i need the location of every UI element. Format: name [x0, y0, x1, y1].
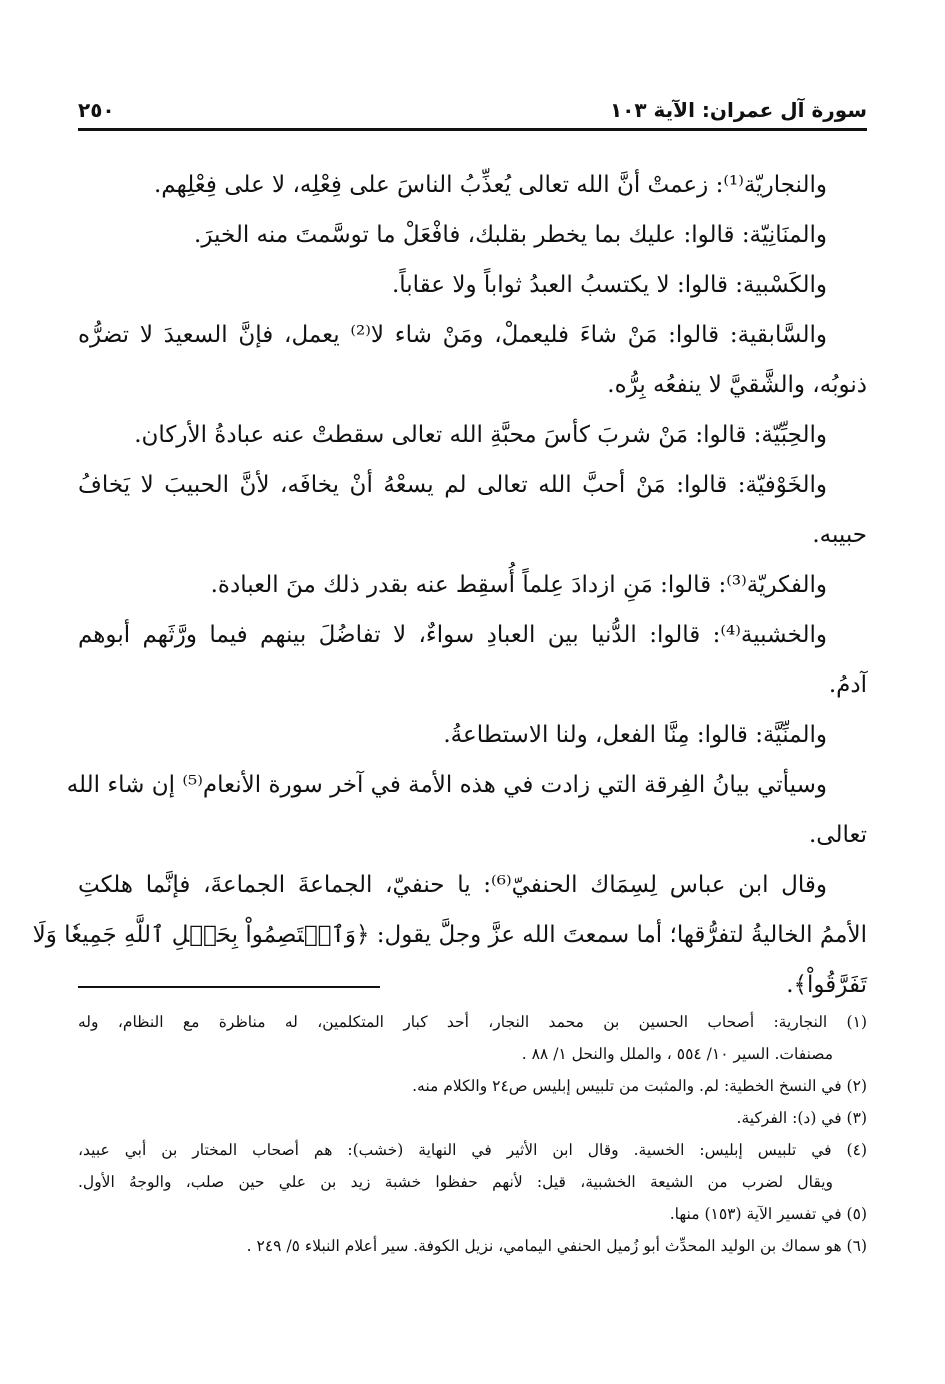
main-text	[32, 160, 867, 1010]
text-line: والمنَانِيّة: قالوا: عليك بما يخطر بقلبك، فافْعَلْ ما توسَّمتَ منه الخيرَ.	[194, 222, 827, 248]
text-line: وسيأتي بيانُ الفِرقة التي زادت في هذه الأمة في آخر سورة الأنعام⁽⁵⁾ إن شاء الله	[66, 772, 827, 798]
text-line: ذنوبُه، والشَّقيَّ لا ينفعُه بِرُّه.	[607, 372, 867, 398]
header-rule	[78, 128, 867, 131]
text-line: والحِبِّيّة: قالوا: مَنْ شربَ كأسَ محبَّةِ الله تعالى سقطتْ عنه عبادةُ الأركان.	[134, 422, 827, 448]
footnote-line: (٤) في تلبيس إبليس: الخسية. وقال ابن الأثير في النهاية (خشب): هم أصحاب المختار بن أبي عبيد،	[78, 1141, 867, 1159]
text-line: والنجاريّة⁽¹⁾: زعمتْ أنَّ الله تعالى يُعذِّبُ الناسَ على فِعْلِه، لا على فِعْلِهم.	[153, 172, 827, 198]
running-title: سورة آل عمران: الآية ١٠٣	[609, 98, 867, 122]
text-line: والكَسْبية: قالوا: لا يكتسبُ العبدُ ثواباً ولا عقاباً.	[391, 272, 827, 298]
footnote-line: ويقال لضرب من الشيعة الخشبية، قيل: لأنهم حفظوا خشبة زيد بن علي حين صلب، والوجهُ الأول.	[78, 1173, 833, 1191]
text-line: وقال ابن عباس لِسِمَاك الحنفيّ⁽⁶⁾: يا حنفيّ، الجماعةَ الجماعةَ، فإنَّما هلكتِ	[78, 872, 827, 898]
text-line: والمنِّيَّة: قالوا: مِنَّا الفعل، ولنا الاستطاعةُ.	[443, 722, 827, 748]
text-line: والفكريّة⁽³⁾: قالوا: مَنِ ازدادَ عِلماً أُسقِط عنه بقدر ذلك منَ العبادة.	[210, 572, 827, 598]
footnote-line: (١) النجارية: أصحاب الحسين بن محمد النجار، أحد كبار المتكلمين، له مناظرة مع النظام، وله	[78, 1013, 867, 1031]
page-number: ٢٥٠	[78, 98, 115, 122]
text-line: حبيبه.	[812, 522, 867, 548]
footnote-line: (٣) في (د): الفركية.	[736, 1109, 867, 1127]
text-line: والخَوْفيّة: قالوا: مَنْ أحبَّ الله تعالى لم يسعْهُ أنْ يخافَه، لأنَّ الحبيبَ لا يَخافُ	[78, 472, 828, 498]
text-line: تعالى.	[809, 822, 867, 848]
text-line: الأممُ الخاليةُ لتفرُّقها؛ أما سمعتَ الله عزَّ وجلَّ يقول: ﴿وَٱعۡتَصِمُواْ بِحَبۡلِ ٱللَّهِ جَمِيعٗا وَلَا	[32, 922, 867, 948]
page-header	[78, 88, 867, 122]
text-line: تَفَرَّقُواْ﴾.	[786, 972, 867, 998]
footnote-line: مصنفات. السير ١٠/ ٥٥٤ ، والملل والنحل ١/ ٨٨ .	[521, 1045, 833, 1063]
text-line: والسَّابقية: قالوا: مَنْ شاءَ فليعملْ، ومَنْ شاء لا⁽²⁾ يعمل، فإنَّ السعيدَ لا تضرُّه	[78, 322, 827, 348]
footnote-separator	[78, 986, 380, 988]
footnotes	[78, 1006, 867, 1262]
text-line: آدمُ.	[828, 672, 867, 698]
text-line: والخشبية⁽⁴⁾: قالوا: الدُّنيا بين العبادِ سواءٌ، لا تفاضُلَ بينهم فيما ورَّثَهم أبوهم	[78, 622, 827, 648]
footnote-line: (٦) هو سماك بن الوليد المحدِّث أبو زُميل الحنفي اليمامي، نزيل الكوفة. سير أعلام النبلاء ٥/ ٢٤٩ .	[246, 1237, 867, 1255]
footnote-line: (٢) في النسخ الخطية: لم. والمثبت من تلبيس إبليس ص٢٤ والكلام منه.	[412, 1077, 867, 1095]
footnote-line: (٥) في تفسير الآية (١٥٣) منها.	[669, 1205, 867, 1223]
